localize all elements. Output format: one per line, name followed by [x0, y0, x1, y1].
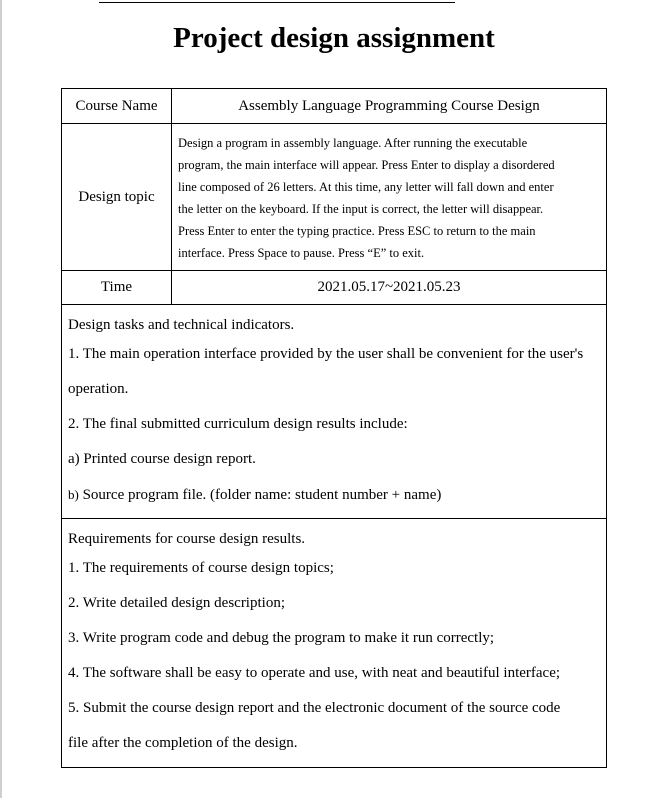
tasks-line — [68, 477, 600, 512]
requirements-cell — [62, 519, 607, 768]
course-name-value: Assembly Language Programming Course Design — [172, 89, 607, 124]
requirements-line: Requirements for course design results. — [68, 531, 306, 547]
requirements-line: 2. Write detailed design description; — [68, 595, 285, 611]
time-label: Time — [62, 271, 172, 305]
tasks-line: Design tasks and technical indicators. — [68, 317, 295, 333]
document-title: Project design assignment — [173, 22, 495, 54]
requirements-line: 1. The requirements of course design topics; — [68, 560, 334, 576]
tasks-line: a) Printed course design report. — [68, 451, 256, 467]
requirements-line: 5. Submit the course design report and the electronic document of the source code — [68, 700, 561, 716]
requirements-row — [62, 519, 607, 768]
header-rule — [99, 2, 455, 3]
item-prefix: b) — [68, 487, 79, 502]
requirements-line: 3. Write program code and debug the program to make it run correctly; — [68, 630, 495, 646]
topic-line: Design a program in assembly language. After running the executable — [178, 136, 528, 150]
requirements-line: file after the completion of the design. — [68, 735, 298, 751]
topic-line: Press Enter to enter the typing practice. Press ESC to return to the main — [178, 224, 536, 238]
topic-line: the letter on the keyboard. If the input is correct, the letter will disappear. — [178, 202, 544, 216]
tasks-row — [62, 305, 607, 519]
design-topic-row — [62, 124, 607, 271]
assignment-table — [61, 88, 607, 768]
time-row — [62, 271, 607, 305]
tasks-cell — [62, 305, 607, 519]
course-name-row — [62, 89, 607, 124]
design-topic-label: Design topic — [62, 124, 172, 271]
design-topic-text — [172, 124, 607, 271]
page-edge — [0, 0, 2, 798]
tasks-line: 1. The main operation interface provided by the user shall be convenient for the user's — [68, 346, 584, 362]
requirements-line: 4. The software shall be easy to operate and use, with neat and beautiful interface; — [68, 665, 561, 681]
course-name-label: Course Name — [62, 89, 172, 124]
topic-line: interface. Press Space to pause. Press “E” to exit. — [178, 246, 425, 260]
topic-line: line composed of 26 letters. At this time, any letter will fall down and enter — [178, 180, 554, 194]
topic-line: program, the main interface will appear. Press Enter to display a disordered — [178, 158, 555, 172]
tasks-line: operation. — [68, 381, 129, 397]
item-text: Source program file. (folder name: student number + name) — [78, 487, 442, 503]
time-value: 2021.05.17~2021.05.23 — [172, 271, 607, 305]
tasks-line: 2. The final submitted curriculum design results include: — [68, 416, 408, 432]
